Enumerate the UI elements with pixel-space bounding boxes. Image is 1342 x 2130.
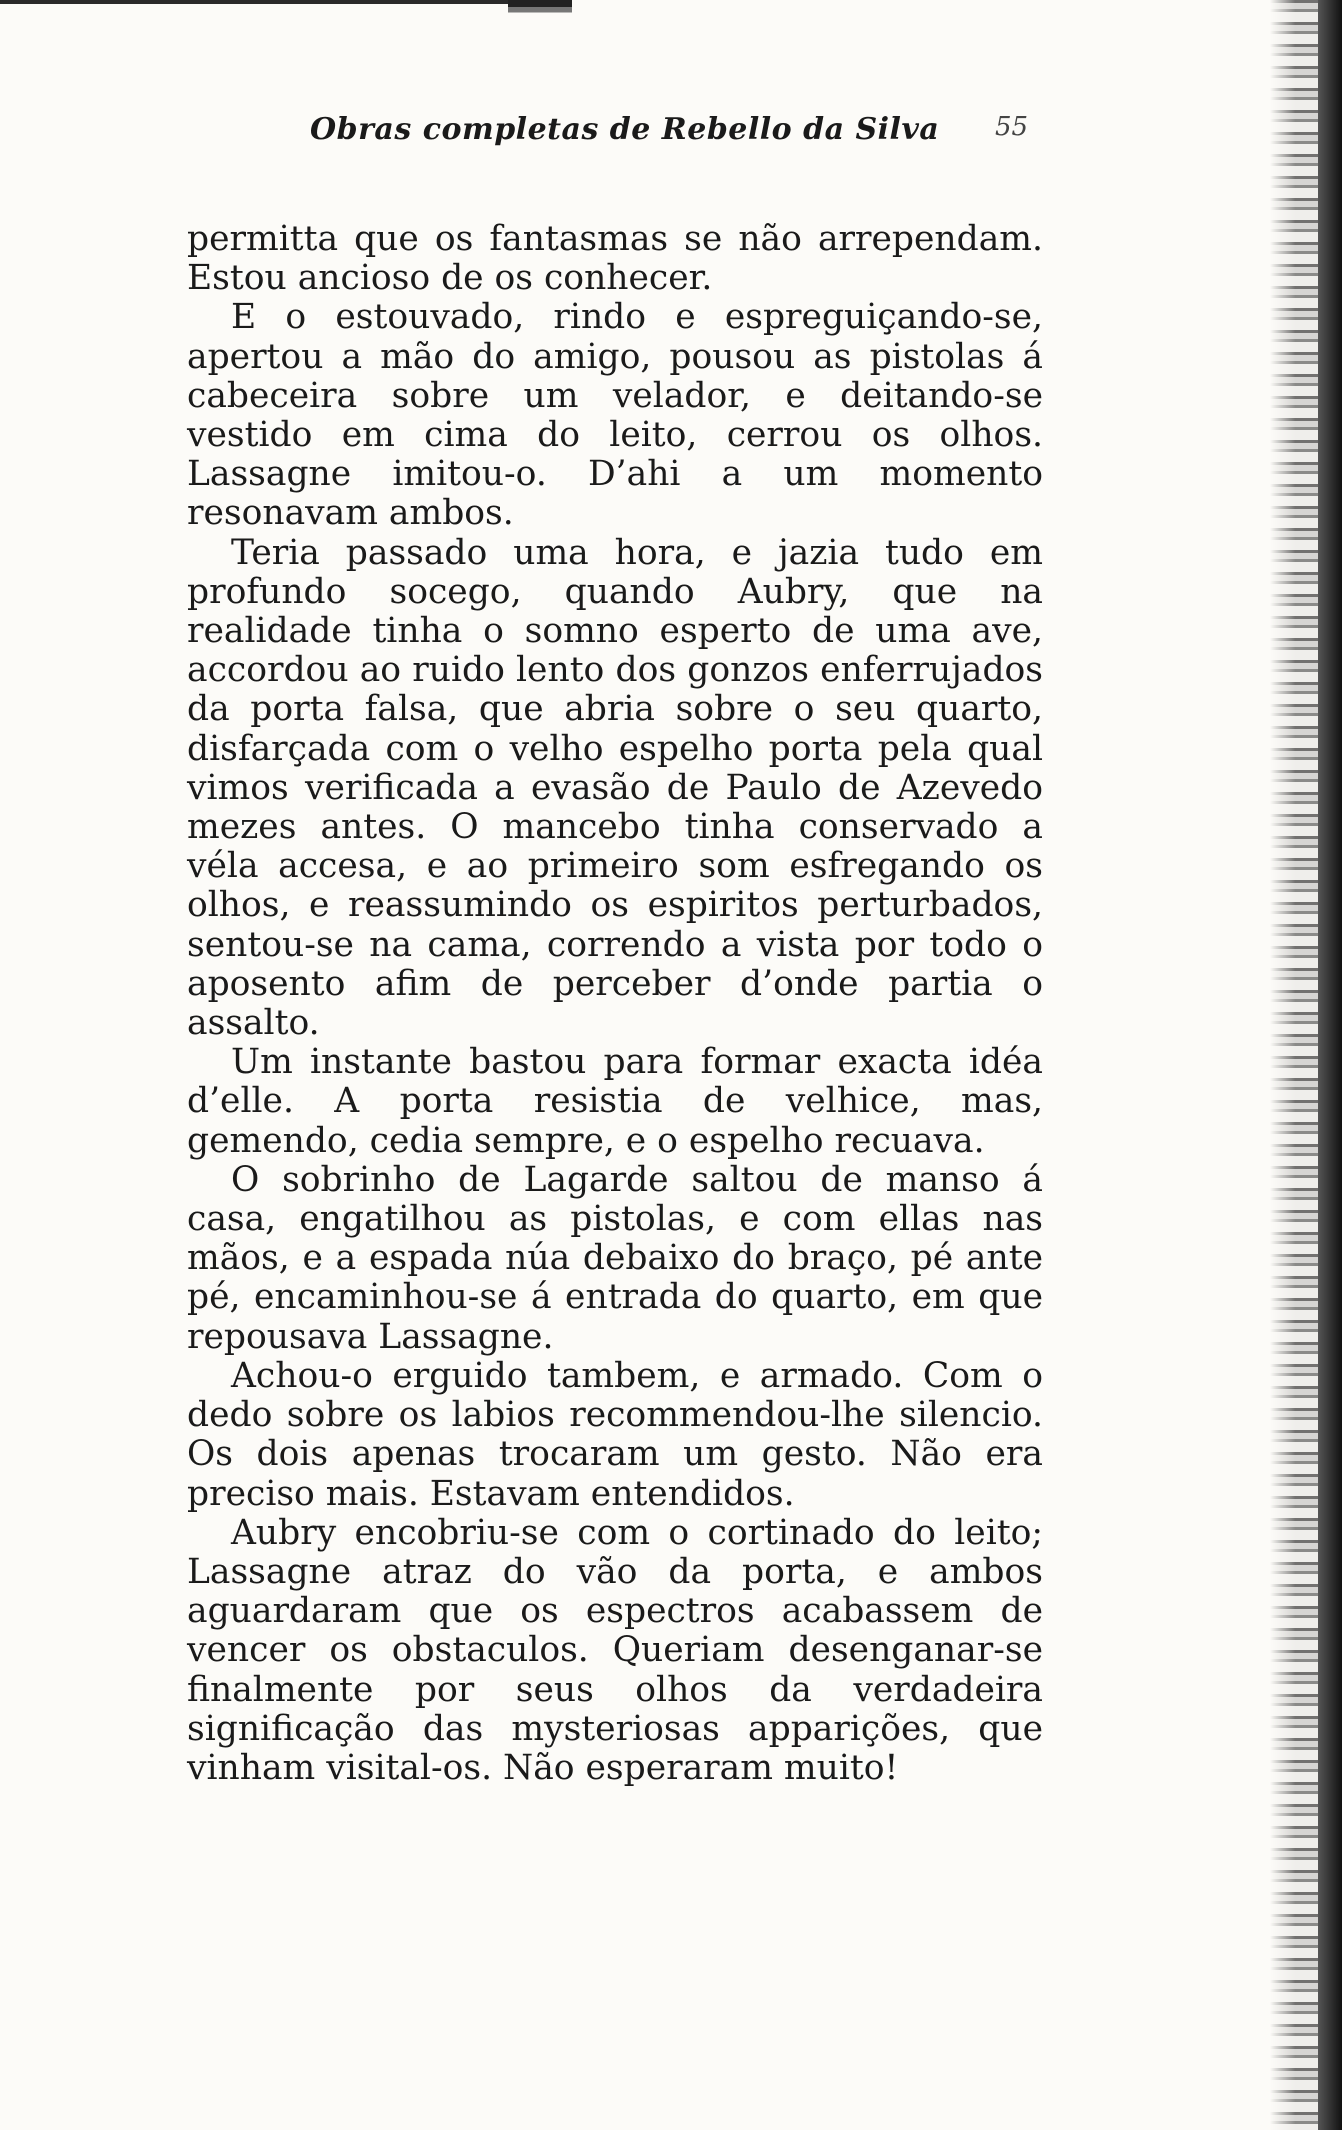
paragraph: Achou-o erguido tambem, e armado. Com o dedo sobre os labios recommendou-lhe silencio. Os dois apenas trocaram um gesto. Não era preciso mais. Estavam entendidos.	[187, 1355, 1043, 1514]
paragraph: E o estouvado, rindo e espreguiçando-se, apertou a mão do amigo, pousou as pistolas á cabeceira sobre um velador, e deitando-se vestido em cima do leito, cerrou os olhos. Lassagne imitou-o. D’ahi a um momento resonavam ambos.	[187, 297, 1043, 534]
paragraph: permitta que os fantasmas se não arrependam. Estou ancioso de os conhecer.	[187, 219, 1043, 299]
body-text	[187, 220, 1043, 1788]
running-header: Obras completas de Rebello da Silva	[310, 112, 940, 147]
page-gutter-shadow	[1318, 0, 1342, 2130]
scan-top-mark	[508, 0, 572, 18]
page-number: 55	[995, 112, 1029, 142]
paragraph: Teria passado uma hora, e jazia tudo em profundo socego, quando Aubry, que na realidade tinha o somno esperto de uma ave, accordou ao ruido lento dos gonzos enferrujados da porta falsa, que abria sobre o seu quarto, disfarçada com o velho espelho porta pela qual vimos verificada a evasão de Paulo de Azevedo mezes antes. O mancebo tinha conservado a véla accesa, e ao primeiro som esfregando os olhos, e reassumindo os espiritos perturbados, sentou-se na cama, correndo a vista por todo o aposento afim de perceber d’onde partia o assalto.	[187, 532, 1043, 1044]
paragraph: O sobrinho de Lagarde saltou de manso á casa, engatilhou as pistolas, e com ellas nas mãos, e a espada núa debaixo do braço, pé ante pé, encaminhou-se á entrada do quarto, em que repousava Lassagne.	[187, 1159, 1043, 1357]
paragraph: Um instante bastou para formar exacta idéa d’elle. A porta resistia de velhice, mas, gemendo, cedia sempre, e o espelho recuava.	[187, 1042, 1043, 1161]
scan-top-rule	[0, 0, 560, 4]
paragraph: Aubry encobriu-se com o cortinado do leito; Lassagne atraz do vão da porta, e ambos aguardaram que os espectros acabassem de vencer os obstaculos. Queriam desenganar-se finalmente por seus olhos da verdadeira significação das mysteriosas apparições, que vinham visital-os. Não esperaram muito!	[187, 1512, 1043, 1788]
